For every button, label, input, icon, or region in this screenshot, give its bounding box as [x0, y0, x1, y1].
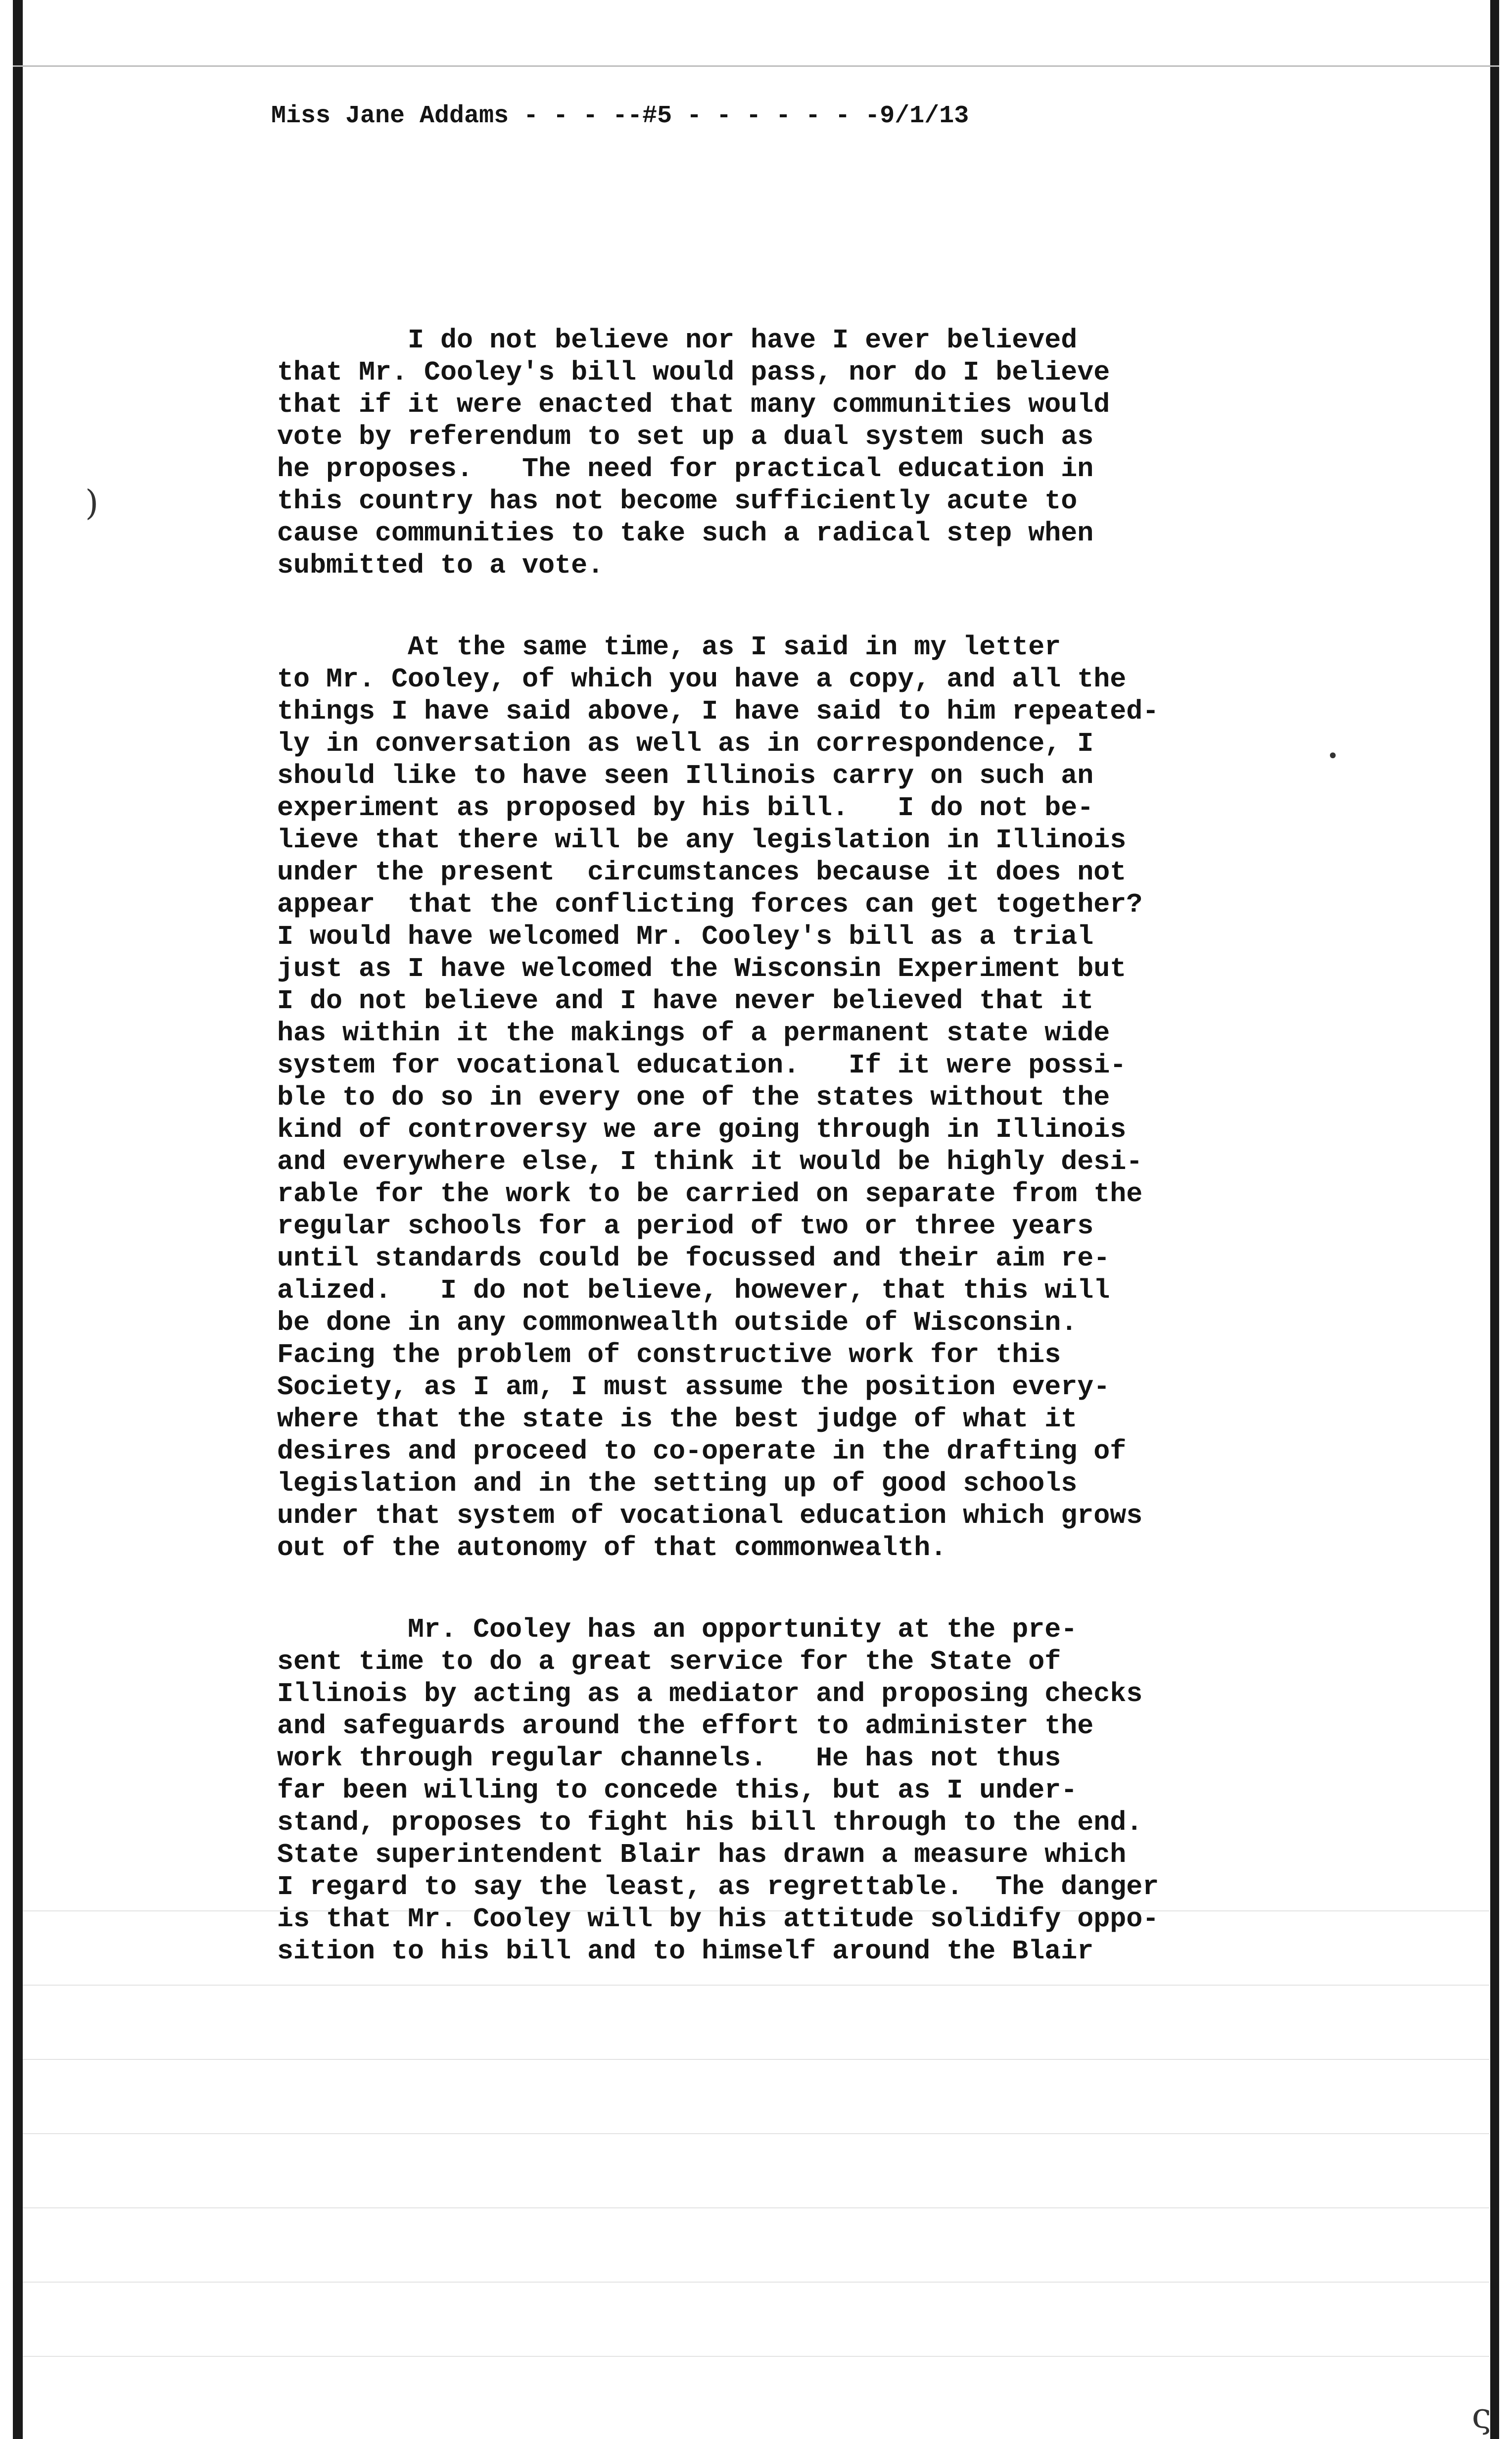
text-line: and everywhere else, I think it would be highly desi- [277, 1146, 1143, 1177]
paper-rule-line [23, 2282, 1489, 2283]
text-line: cause communities to take such a radical step when [277, 518, 1094, 549]
text-line: stand, proposes to fight his bill through to the end. [277, 1807, 1143, 1838]
text-line: Mr. Cooley has an opportunity at the pre- [277, 1614, 1078, 1645]
text-line: I do not believe and I have never believed that it [277, 985, 1094, 1017]
text-line: I would have welcomed Mr. Cooley's bill as a trial [277, 921, 1094, 952]
paragraph [277, 324, 1331, 582]
film-edge-right [1490, 0, 1499, 2439]
paragraph [277, 631, 1331, 1564]
text-line: experiment as proposed by his bill. I do not be- [277, 792, 1094, 824]
text-line: be done in any commonwealth outside of Wisconsin. [277, 1307, 1078, 1338]
letter-body [277, 324, 1331, 2017]
text-line: this country has not become sufficiently acute to [277, 486, 1078, 517]
text-line: regular schools for a period of two or three years [277, 1211, 1094, 1242]
text-line: sition to his bill and to himself around the Blair [277, 1936, 1094, 1967]
text-line: until standards could be focussed and their aim re- [277, 1243, 1110, 1274]
text-line: submitted to a vote. [277, 550, 604, 581]
letter-header: Miss Jane Addams - - - --#5 - - - - - - -9/1/13 [271, 102, 969, 130]
text-line: and safeguards around the effort to administer the [277, 1710, 1094, 1742]
margin-paren-mark: ) [85, 483, 99, 523]
text-line: At the same time, as I said in my letter [277, 632, 1061, 663]
text-line: work through regular channels. He has not thus [277, 1743, 1061, 1774]
text-line: under the present circumstances because it does not [277, 857, 1127, 888]
text-line: where that the state is the best judge of what it [277, 1404, 1078, 1435]
text-line: State superintendent Blair has drawn a measure which [277, 1839, 1127, 1870]
text-line: desires and proceed to co-operate in the drafting of [277, 1436, 1127, 1467]
text-line: things I have said above, I have said to him repeated- [277, 696, 1159, 727]
text-line: under that system of vocational education which grows [277, 1500, 1143, 1531]
corner-pencil-mark: ς [1471, 2395, 1491, 2436]
text-line: just as I have welcomed the Wisconsin Experiment but [277, 953, 1127, 984]
film-frame-top-line [13, 65, 1499, 67]
text-line: Illinois by acting as a mediator and proposing checks [277, 1678, 1143, 1709]
text-line: kind of controversy we are going through in Illinois [277, 1114, 1127, 1145]
text-line: Facing the problem of constructive work for this [277, 1339, 1061, 1370]
text-line: should like to have seen Illinois carry on such an [277, 760, 1094, 791]
text-line: ble to do so in every one of the states without the [277, 1082, 1110, 1113]
text-line: out of the autonomy of that commonwealth. [277, 1532, 947, 1563]
text-line: to Mr. Cooley, of which you have a copy, and all the [277, 664, 1127, 695]
text-line: I regard to say the least, as regrettable. The danger [277, 1871, 1159, 1902]
text-line: legislation and in the setting up of good schools [277, 1468, 1078, 1499]
text-line: sent time to do a great service for the State of [277, 1646, 1061, 1677]
text-line: is that Mr. Cooley will by his attitude solidify oppo- [277, 1903, 1159, 1935]
paragraph [277, 1613, 1331, 1967]
text-line: lieve that there will be any legislation in Illinois [277, 825, 1127, 856]
text-line: he proposes. The need for practical education in [277, 453, 1094, 485]
film-edge-left [13, 0, 23, 2439]
text-line: vote by referendum to set up a dual system such as [277, 421, 1094, 452]
stray-dot-mark: • [1327, 745, 1339, 768]
text-line: I do not believe nor have I ever believed [277, 325, 1078, 356]
paper-rule-line [23, 2133, 1489, 2134]
text-line: that Mr. Cooley's bill would pass, nor do I believe [277, 357, 1110, 388]
text-line: has within it the makings of a permanent state wide [277, 1018, 1110, 1049]
text-line: system for vocational education. If it were possi- [277, 1050, 1127, 1081]
text-line: far been willing to concede this, but as I under- [277, 1775, 1078, 1806]
text-line: appear that the conflicting forces can get together? [277, 889, 1143, 920]
paper-rule-line [23, 2356, 1489, 2357]
text-line: that if it were enacted that many communities would [277, 389, 1110, 420]
text-line: rable for the work to be carried on separate from the [277, 1178, 1143, 1210]
paper-rule-line [23, 2059, 1489, 2060]
text-line: ly in conversation as well as in correspondence, I [277, 728, 1094, 759]
paper-rule-line [23, 2207, 1489, 2208]
text-line: alized. I do not believe, however, that this will [277, 1275, 1110, 1306]
text-line: Society, as I am, I must assume the position every- [277, 1371, 1110, 1403]
